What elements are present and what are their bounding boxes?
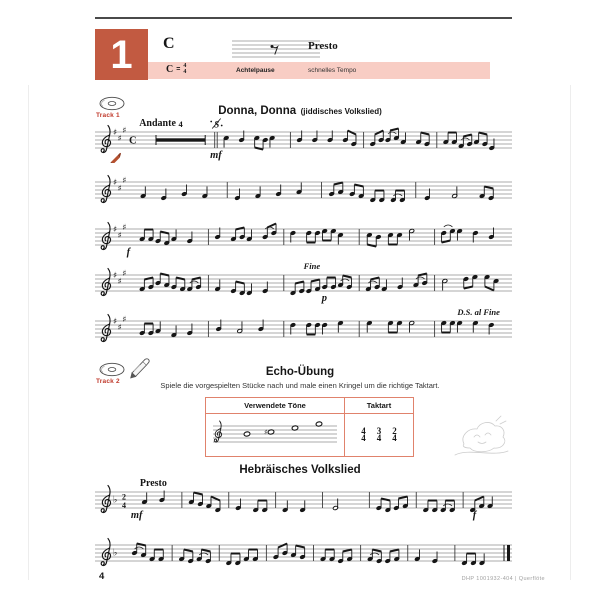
svg-text:♯: ♯ xyxy=(117,230,122,241)
svg-text:♯: ♯ xyxy=(122,222,127,233)
music-staff xyxy=(95,261,512,307)
time-signature-option: 4 4 xyxy=(361,425,366,443)
svg-text:♯: ♯ xyxy=(113,224,118,235)
svg-text:♯: ♯ xyxy=(122,268,127,279)
treble-clef-icon xyxy=(101,126,110,153)
svg-text:♯: ♯ xyxy=(264,428,268,437)
svg-text:♯: ♯ xyxy=(113,270,118,281)
svg-text:♯: ♯ xyxy=(113,316,118,327)
treble-clef-icon xyxy=(101,486,110,513)
staff-annotation: Andante xyxy=(139,118,176,129)
staff-annotation: Presto xyxy=(139,478,167,489)
svg-text:♯: ♯ xyxy=(117,322,122,333)
time-signature-option: 3 4 xyxy=(376,425,382,443)
treble-clef-icon xyxy=(101,539,110,566)
svg-text:C: C xyxy=(129,135,137,147)
svg-text:♯: ♯ xyxy=(122,125,127,136)
svg-text:♭: ♭ xyxy=(113,547,118,559)
equals-sign: = xyxy=(176,66,181,73)
treble-clef-icon xyxy=(101,176,110,203)
svg-text:♯: ♯ xyxy=(117,133,122,144)
staff-notation xyxy=(95,168,512,214)
tempo-name-label: schnelles Tempo xyxy=(308,67,357,74)
column-header-meter: Taktart xyxy=(345,398,413,414)
segno-icon xyxy=(210,119,222,130)
treble-clef-icon xyxy=(101,223,110,250)
staff-annotation: mf xyxy=(130,510,143,521)
common-time-symbol: C xyxy=(163,35,175,52)
echo-instruction: Spiele die vorgespielten Stücke nach und male einen Kringel um die richtige Taktart. xyxy=(160,381,440,390)
svg-text:♯: ♯ xyxy=(122,175,127,186)
staff-annotation: D.S. al Fine xyxy=(457,307,500,317)
svg-text:2: 2 xyxy=(122,492,126,502)
piece-title: Donna, Donna xyxy=(218,105,297,117)
staff-notation xyxy=(95,531,512,577)
treble-clef-icon xyxy=(101,315,110,342)
svg-text:4: 4 xyxy=(122,500,126,510)
music-staff xyxy=(95,168,512,214)
echo-heading: Echo-Übung xyxy=(265,366,335,378)
rest-name-label: Achtelpause xyxy=(236,67,275,74)
svg-text:♯: ♯ xyxy=(122,314,127,325)
staff-annotation: Fine xyxy=(303,261,321,271)
staff-annotation: f xyxy=(126,247,131,258)
meter-fraction: 4 4 xyxy=(183,63,187,75)
page-number: 4 xyxy=(99,571,105,582)
staff-notation xyxy=(95,215,512,261)
music-staff xyxy=(95,118,512,164)
track-1-label: Track 1 xyxy=(96,112,120,119)
staff-annotation: p xyxy=(321,293,327,304)
svg-text:♯: ♯ xyxy=(117,276,122,287)
tempo-presto-label: Presto xyxy=(308,40,338,52)
time-signature-option: 2 4 xyxy=(392,425,397,443)
svg-text:4: 4 xyxy=(178,119,183,129)
svg-text:S: S xyxy=(214,119,220,130)
staff-annotation: mf xyxy=(210,150,222,161)
svg-text:♯: ♯ xyxy=(117,183,122,194)
music-staff xyxy=(95,531,512,577)
staff-annotation: f xyxy=(472,510,477,521)
meter-symbol: C xyxy=(166,64,174,75)
lesson-number: 1 xyxy=(110,32,133,77)
svg-text:♭: ♭ xyxy=(113,494,118,506)
treble-clef-icon xyxy=(101,269,110,296)
piece-subtitle: (jiddisches Volkslied) xyxy=(300,107,382,116)
writing-hand-icon xyxy=(110,150,122,162)
music-staff xyxy=(95,478,512,524)
music-staff xyxy=(95,307,512,353)
page-edge-right xyxy=(570,85,571,580)
score-area xyxy=(95,0,512,600)
svg-text:♯: ♯ xyxy=(113,127,118,138)
music-staff xyxy=(95,215,512,261)
imprint: DHP 1001932-404 | Querflöte xyxy=(461,576,545,582)
hebrae-title: Hebräisches Volkslied xyxy=(239,464,361,476)
page-edge-left xyxy=(28,85,29,580)
staff-notation xyxy=(95,307,512,353)
column-header-tones: Verwendete Töne xyxy=(206,398,345,414)
svg-text:♯: ♯ xyxy=(113,177,118,188)
track-2-label: Track 2 xyxy=(96,378,120,385)
